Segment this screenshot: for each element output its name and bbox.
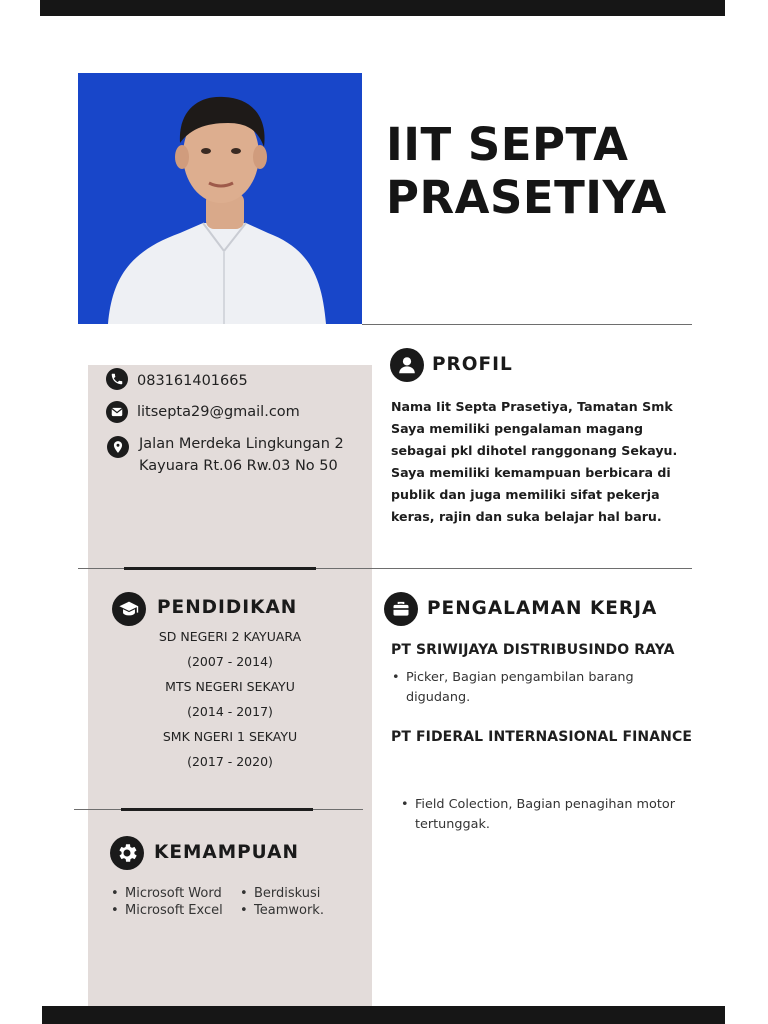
address: [139, 433, 344, 477]
phone-number: 083161401665: [137, 373, 248, 389]
bottom-bar: [42, 1006, 725, 1024]
gear-icon: [110, 836, 144, 870]
email-icon: [106, 401, 128, 423]
education-years: (2017 - 2020): [187, 754, 273, 769]
profil-line: keras, rajin dan suka belajar hal baru.: [391, 509, 662, 524]
name-line-2: PRASETIYA: [386, 171, 667, 224]
job-description: [392, 668, 696, 708]
header-divider: [362, 324, 692, 325]
job-company: PT FIDERAL INTERNASIONAL FINANCE: [391, 729, 693, 745]
profile-photo: [78, 73, 362, 324]
email-address: litsepta29@gmail.com: [137, 404, 300, 420]
skill-item: • Microsoft Word: [111, 885, 241, 902]
person-portrait: [78, 73, 362, 324]
middle-divider-accent: [124, 567, 316, 570]
skills-column-2: [240, 885, 360, 919]
skills-divider-accent: [121, 808, 313, 811]
education-years: (2014 - 2017): [187, 704, 273, 719]
skill-item: • Microsoft Excel: [111, 902, 241, 919]
graduation-cap-icon: [112, 592, 146, 626]
briefcase-icon: [384, 592, 418, 626]
user-icon: [390, 348, 424, 382]
pendidikan-title: PENDIDIKAN: [157, 597, 298, 618]
job-description: [401, 795, 705, 835]
pengalaman-title: PENGALAMAN KERJA: [427, 598, 658, 619]
profil-text: [391, 396, 681, 528]
name-line-1: IIT SEPTA: [386, 118, 629, 171]
phone-icon: [106, 368, 128, 390]
education-list: [116, 624, 344, 774]
full-name: [386, 118, 716, 224]
address-line-1: Jalan Merdeka Lingkungan 2: [139, 436, 344, 452]
skill-item: • Berdiskusi: [240, 885, 360, 902]
profil-line: Saya memiliki pengalaman magang: [391, 421, 644, 436]
job-description-line: tertunggak.: [415, 817, 490, 832]
kemampuan-title: KEMAMPUAN: [154, 842, 299, 863]
job-description-line: digudang.: [406, 690, 471, 705]
education-school: MTS NEGERI SEKAYU: [165, 679, 295, 694]
skills-column-1: [111, 885, 241, 919]
profil-line: Nama Iit Septa Prasetiya, Tamatan Smk: [391, 399, 673, 414]
education-school: SMK NGERI 1 SEKAYU: [162, 729, 298, 744]
profil-line: publik dan juga memiliki sifat pekerja: [391, 487, 660, 502]
education-years: (2007 - 2014): [187, 654, 273, 669]
skill-item: • Teamwork.: [240, 902, 360, 919]
education-school: SD NEGERI 2 KAYUARA: [158, 629, 302, 644]
top-bar: [40, 0, 725, 16]
location-icon: [107, 436, 129, 458]
address-line-2: Kayuara Rt.06 Rw.03 No 50: [139, 458, 338, 474]
profil-line: Saya memiliki kemampuan berbicara di: [391, 465, 671, 480]
job-company: PT SRIWIJAYA DISTRIBUSINDO RAYA: [391, 642, 675, 658]
profil-line: sebagai pkl dihotel ranggonang Sekayu.: [391, 443, 678, 458]
profil-title: PROFIL: [432, 354, 513, 375]
job-description-line: • Picker, Bagian pengambilan barang: [406, 670, 634, 685]
job-description-line: • Field Colection, Bagian penagihan motor: [415, 797, 675, 812]
